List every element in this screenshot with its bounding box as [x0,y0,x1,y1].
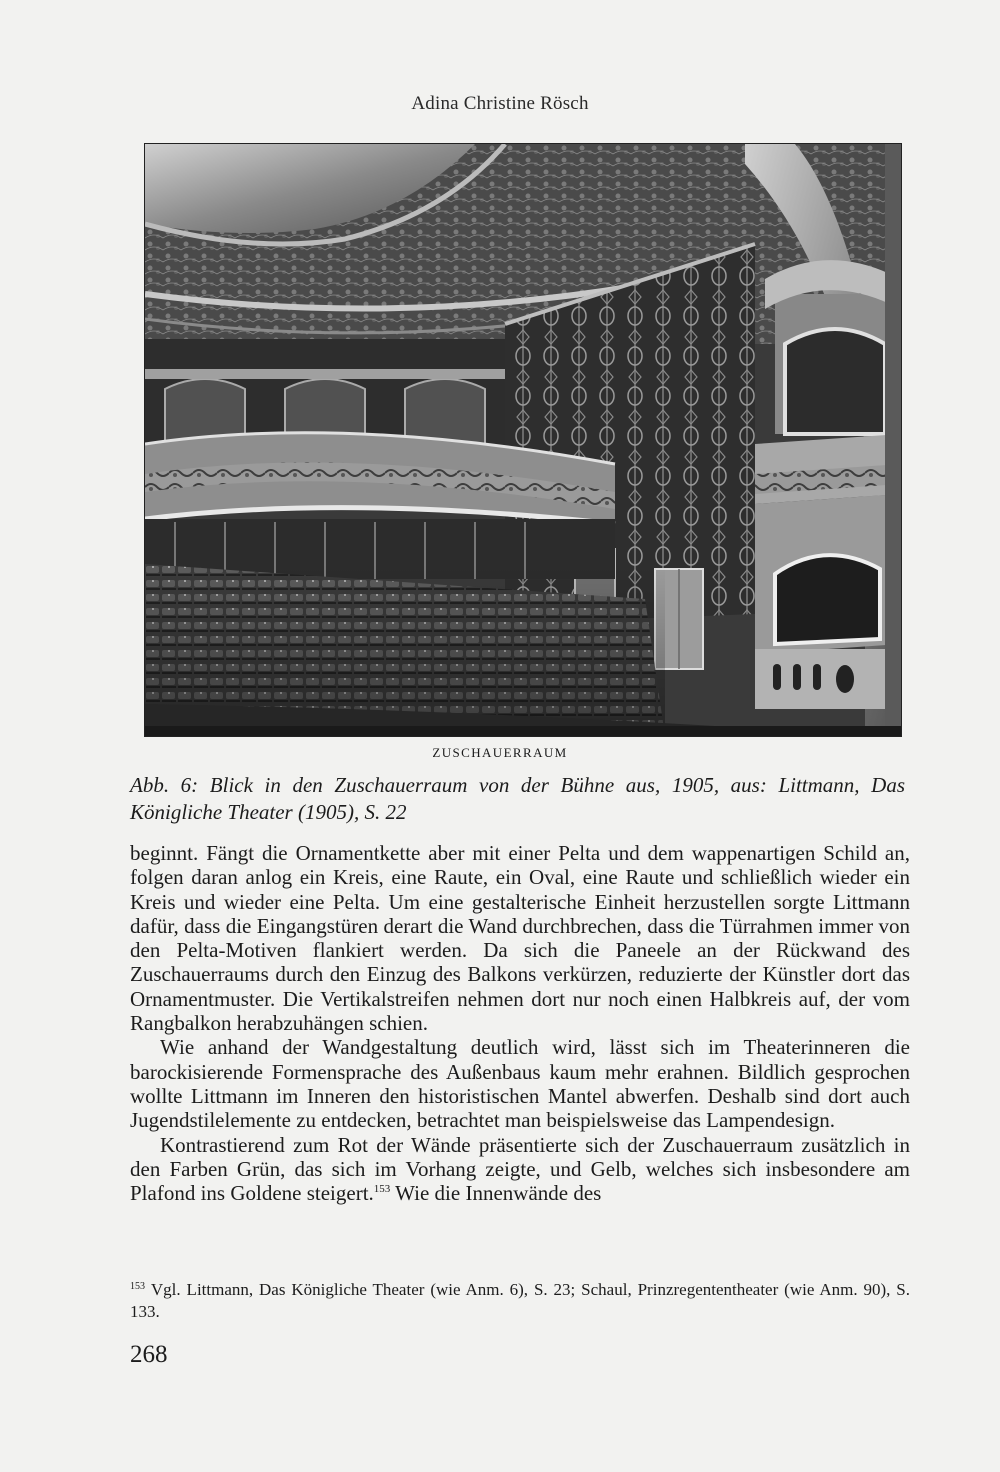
footnote [130,1279,910,1323]
plate-caption: ZUSCHAUERRAUM [432,745,568,760]
paragraph-tail: Wie die Innenwände des [390,1181,602,1206]
paragraph: beginnt. Fängt die Ornamentkette aber mit einer Pelta und dem wappenartigen Schild an, folgen daran anlog ein Kreis, eine Raute, ein Oval, eine Raute und schließlich wieder ein Kreis und wieder eine Pelta. Um eine gestalterische Einheit herzustellen sorgte Littmann dafür, dass die Eingangstüren derart die Wand durchbrechen, dass die Türrahmen immer von den Pelta-Motiven flankiert werden. Da sich die Paneele an der Rückwand des Zuschauerraums durch den Einzug des Balkons verkürzen, reduzierte der Künstler dort das Ornamentmuster. Die Vertikalstreifen nehmen dort nur noch einen Halbkreis auf, der vom Rangbalkon herabzuhängen schien. [130,841,910,1036]
paragraph-text: Kontrastierend zum Rot der Wände präsentierte sich der Zuschauerraum zusätzlich in den Farben Grün, das sich im Vorhang zeigte, und Gelb, welches sich insbesondere am Plafond ins Goldene steigert. [130,1132,910,1206]
figure-caption: Abb. 6: Blick in den Zuschauerraum von der Bühne aus, 1905, aus: Littmann, Das Königliche Theater (1905), S. 22 [130,773,905,824]
paragraph [130,1133,910,1206]
theater-auditorium-photo [144,143,902,737]
paragraph: Wie anhand der Wandgestaltung deutlich wird, lässt sich im Theaterinneren die barockisierende Formensprache des Außenbaus kaum mehr erahnen. Bildlich gesprochen wollte Littmann im Inneren den historistischen Mantel abwerfen. Deshalb sind dort auch Jugendstilelemente zu entdecken, betrachtet man beispielsweise das Lampendesign. [130,1035,910,1133]
footnote-text: Vgl. Littmann, Das Königliche Theater (wie Anm. 6), S. 23; Schaul, Prinzregententheater (wie Anm. 90), S. 133. [130,1280,910,1321]
footnote-reference[interactable]: 153 [373,1183,391,1196]
footnote-number: 153 [130,1281,145,1292]
body-text [130,841,910,1205]
page-number: 268 [130,1341,168,1368]
running-head: Adina Christine Rösch [411,93,589,114]
